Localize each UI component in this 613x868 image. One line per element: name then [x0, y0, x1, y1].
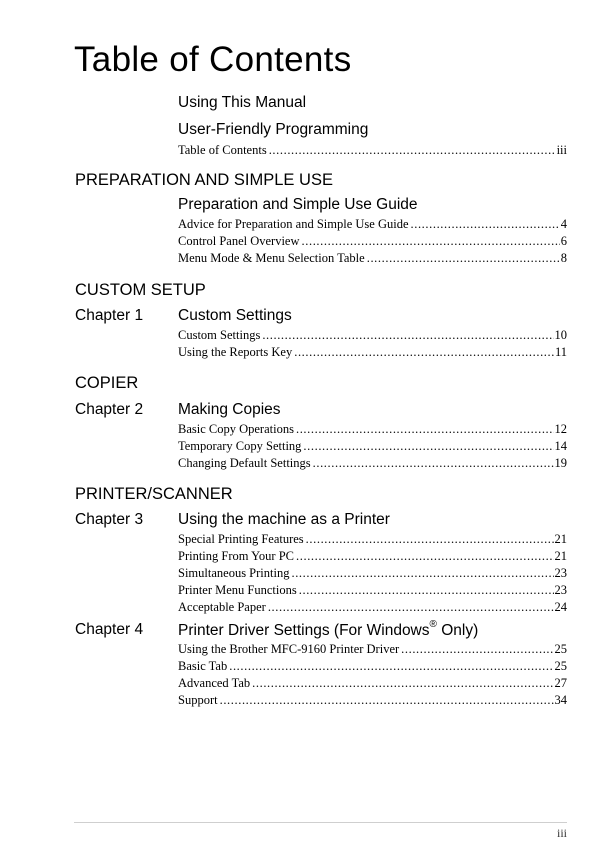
toc-entry[interactable]: [178, 233, 567, 250]
intro-item-using-this-manual: Using This Manual: [178, 94, 307, 111]
toc-entry-title: Using the Brother MFC-9160 Printer Driver: [178, 642, 400, 656]
dot-leader: [229, 658, 553, 675]
toc-entry[interactable]: [178, 327, 567, 344]
dot-leader: [252, 675, 553, 692]
dot-leader: [296, 421, 554, 438]
toc-entry-title: Menu Mode & Menu Selection Table: [178, 251, 365, 265]
chapter-label-4: Chapter 4: [75, 621, 144, 638]
chapter-label-2: Chapter 2: [75, 401, 144, 418]
toc-entry-page: 27: [554, 676, 567, 690]
toc-entry[interactable]: [178, 565, 567, 582]
chapter-title-printer: Using the machine as a Printer: [178, 511, 390, 528]
toc-entry[interactable]: [178, 216, 567, 233]
toc-entry[interactable]: [178, 548, 567, 565]
page-title: Table of Contents: [74, 40, 352, 79]
toc-entry[interactable]: [178, 599, 567, 616]
toc-entry[interactable]: [178, 250, 567, 267]
toc-entry-page: 4: [560, 217, 567, 231]
chapter-title-text: Printer Driver Settings (For Windows: [178, 622, 430, 640]
toc-entry[interactable]: [178, 641, 567, 658]
dot-leader: [262, 327, 553, 344]
toc-entry-page: 19: [554, 456, 567, 470]
toc-entry-title: Table of Contents: [178, 143, 267, 157]
toc-entry-page: 23: [554, 583, 567, 597]
toc-entry-title: Custom Settings: [178, 328, 261, 342]
toc-entry-title: Printer Menu Functions: [178, 583, 297, 597]
toc-entry[interactable]: [178, 582, 567, 599]
registered-mark: ®: [429, 619, 437, 630]
dot-leader: [291, 565, 553, 582]
toc-entry[interactable]: [178, 421, 567, 438]
toc-entry-page: 12: [554, 422, 567, 436]
toc-entry-title: Changing Default Settings: [178, 456, 311, 470]
toc-entry[interactable]: [178, 142, 567, 159]
toc-entry-page: 11: [554, 345, 567, 359]
toc-entry-title: Using the Reports Key: [178, 345, 293, 359]
toc-entry-title: Basic Tab: [178, 659, 228, 673]
toc-entry[interactable]: [178, 692, 567, 709]
toc-entry-title: Temporary Copy Setting: [178, 439, 302, 453]
chapter-title-making-copies: Making Copies: [178, 401, 281, 418]
footer-page-number: iii: [556, 826, 567, 840]
dot-leader: [367, 250, 560, 267]
toc-entry-page: 21: [554, 532, 567, 546]
dot-leader: [302, 233, 560, 250]
section-heading-printer-scanner: PRINTER/SCANNER: [75, 485, 233, 503]
section-heading-preparation: PREPARATION AND SIMPLE USE: [75, 171, 333, 189]
toc-entry-page: 6: [560, 234, 567, 248]
chapter-title-printer-driver: [178, 621, 478, 640]
chapter-label-1: Chapter 1: [75, 307, 144, 324]
dot-leader: [313, 455, 554, 472]
toc-entry-page: 21: [554, 549, 567, 563]
toc-entry-page: 25: [554, 642, 567, 656]
dot-leader: [294, 344, 554, 361]
intro-item-user-friendly-programming: User-Friendly Programming: [178, 121, 369, 138]
chapter-entries-printer-driver: [178, 641, 567, 709]
toc-entry-title: Printing From Your PC: [178, 549, 295, 563]
toc-entry-page: 23: [554, 566, 567, 580]
dot-leader: [401, 641, 553, 658]
toc-entry-title: Basic Copy Operations: [178, 422, 294, 436]
toc-entry[interactable]: [178, 344, 567, 361]
chapter-label-3: Chapter 3: [75, 511, 144, 528]
dot-leader: [303, 438, 553, 455]
footer-divider: [74, 822, 567, 823]
toc-entry-title: Acceptable Paper: [178, 600, 266, 614]
dot-leader: [268, 599, 554, 616]
chapter-entries-making-copies: [178, 421, 567, 472]
dot-leader: [220, 692, 554, 709]
toc-entry-page: 8: [560, 251, 567, 265]
dot-leader: [269, 142, 556, 159]
toc-entry-title: Control Panel Overview: [178, 234, 300, 248]
intro-entries: [178, 142, 567, 159]
toc-entry-title: Advanced Tab: [178, 676, 251, 690]
toc-entry-title: Support: [178, 693, 218, 707]
chapter-title-custom-settings: Custom Settings: [178, 307, 292, 324]
dot-leader: [411, 216, 560, 233]
toc-entry-title: Advice for Preparation and Simple Use Guide: [178, 217, 409, 231]
toc-entry[interactable]: [178, 531, 567, 548]
toc-entry[interactable]: [178, 675, 567, 692]
dot-leader: [299, 582, 554, 599]
chapter-title-preparation-guide: Preparation and Simple Use Guide: [178, 196, 418, 213]
toc-entry-page: 25: [554, 659, 567, 673]
toc-entry[interactable]: [178, 658, 567, 675]
toc-entry-page: 10: [554, 328, 567, 342]
chapter-entries-custom-settings: [178, 327, 567, 361]
chapter-entries-preparation: [178, 216, 567, 267]
section-heading-custom-setup: CUSTOM SETUP: [75, 281, 206, 299]
dot-leader: [296, 548, 553, 565]
toc-entry-page: 24: [554, 600, 567, 614]
chapter-entries-printer: [178, 531, 567, 616]
toc-entry-title: Simultaneous Printing: [178, 566, 290, 580]
toc-entry-title: Special Printing Features: [178, 532, 304, 546]
toc-entry[interactable]: [178, 455, 567, 472]
toc-entry[interactable]: [178, 438, 567, 455]
toc-entry-page: 14: [554, 439, 567, 453]
dot-leader: [306, 531, 554, 548]
toc-entry-page: 34: [554, 693, 567, 707]
toc-entry-page: iii: [556, 143, 567, 157]
chapter-title-suffix: Only): [436, 622, 479, 640]
section-heading-copier: COPIER: [75, 374, 139, 392]
